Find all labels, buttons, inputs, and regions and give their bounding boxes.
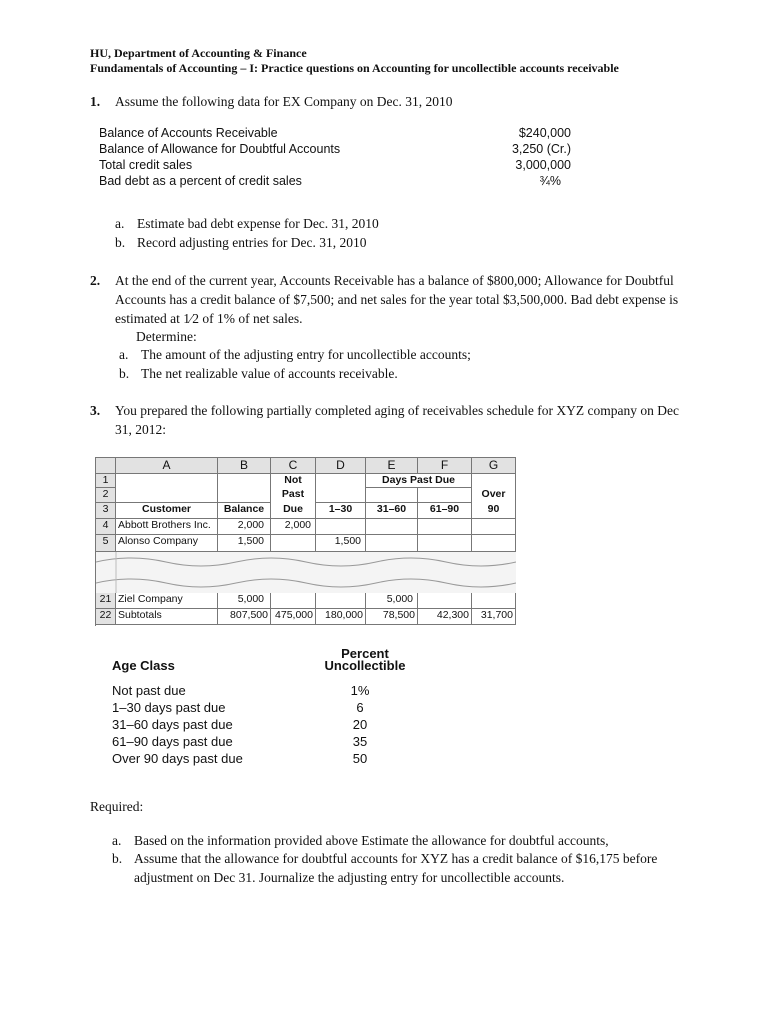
uncollectible-header: Uncollectible — [324, 658, 406, 673]
percent-value: 1% — [350, 683, 370, 698]
header-customer: Customer — [116, 503, 218, 519]
age-class-label: Not past due — [112, 683, 186, 698]
empty-cell — [366, 535, 418, 552]
question-1-item-a — [115, 215, 379, 233]
determine-label: Determine: — [136, 329, 197, 344]
percent-header: Percent — [341, 646, 389, 661]
empty-cell — [472, 519, 516, 535]
data-value: $240,000 — [518, 126, 571, 140]
question-2-line-3: estimated at 1⁄2 of 1% of net sales. — [115, 311, 303, 326]
empty-cell — [418, 535, 472, 552]
data-value: 3,250 (Cr.) — [511, 142, 571, 156]
data-label: Total credit sales — [99, 158, 193, 172]
empty-cell — [472, 474, 516, 488]
item-text: Assume that the allowance for doubtful accounts for XYZ has a credit balance of $16,175 before — [134, 851, 658, 866]
item-text: Based on the information provided above Estimate the allowance for doubtful accounts, — [134, 833, 609, 848]
customer-name: Abbott Brothers Inc. — [116, 519, 218, 535]
question-3-number: 3. — [90, 403, 101, 418]
column-header-f: F — [418, 458, 472, 474]
header-not: Not — [271, 474, 316, 488]
age-class-label: Over 90 days past due — [112, 751, 243, 766]
question-2-line-1: At the end of the current year, Accounts Receivable has a balance of $800,000; Allowance for Doubtful — [115, 273, 674, 288]
required-label: Required: — [90, 799, 144, 814]
header-balance: Balance — [218, 503, 271, 519]
question-1-number: 1. — [90, 94, 101, 109]
data-value: 3,000,000 — [515, 158, 571, 172]
row-header: 22 — [96, 609, 116, 625]
question-2-item-a — [119, 346, 471, 364]
header-due: Due — [271, 503, 316, 519]
percent-value: 6 — [356, 700, 364, 715]
question-3-line-1: You prepared the following partially completed aging of receivables schedule for XYZ company on Dec — [115, 403, 679, 418]
subtotal-balance: 807,500 — [218, 609, 271, 625]
subtotal-31-60: 78,500 — [366, 609, 418, 625]
row-header: 5 — [96, 535, 116, 552]
age-class-header: Age Class — [112, 658, 175, 673]
data-label: Balance of Accounts Receivable — [99, 126, 278, 140]
row-header: 21 — [96, 593, 116, 609]
header-1-30: 1–30 — [316, 503, 366, 519]
column-header-e: E — [366, 458, 418, 474]
empty-cell — [116, 474, 218, 503]
subtotal-61-90: 42,300 — [418, 609, 472, 625]
empty-cell — [472, 593, 516, 609]
question-3-line-2: 31, 2012: — [115, 422, 167, 437]
balance-value: 1,500 — [218, 535, 271, 552]
item-text: Record adjusting entries for Dec. 31, 2010 — [137, 235, 367, 250]
subtotal-over-90: 31,700 — [472, 609, 516, 625]
column-header-g: G — [472, 458, 516, 474]
item-letter: b. — [115, 235, 126, 250]
question-1-item-b — [115, 234, 366, 252]
table-break — [96, 552, 516, 593]
age-class-label: 1–30 days past due — [112, 700, 226, 715]
percent-value: 35 — [352, 734, 368, 749]
subtotals-label: Subtotals — [116, 609, 218, 625]
percent-value: 50 — [352, 751, 368, 766]
customer-name: Ziel Company — [116, 593, 218, 609]
item-letter: a. — [112, 833, 122, 848]
column-header-b: B — [218, 458, 271, 474]
question-3-item-b-continued: adjustment on Dec 31. Journalize the adjusting entry for uncollectible accounts. — [134, 870, 565, 885]
row-header: 2 — [96, 488, 116, 503]
data-row — [99, 157, 571, 173]
item-text: Estimate bad debt expense for Dec. 31, 2010 — [137, 216, 379, 231]
empty-cell — [316, 593, 366, 609]
empty-cell — [418, 488, 472, 503]
empty-cell — [418, 593, 472, 609]
column-header-d: D — [316, 458, 366, 474]
aging-schedule-sheet — [95, 457, 516, 626]
header-over: Over — [472, 488, 516, 503]
question-3-item-b — [112, 850, 657, 868]
empty-cell — [218, 474, 271, 503]
data-label: Bad debt as a percent of credit sales — [99, 174, 302, 188]
days-1-30-value: 1,500 — [316, 535, 366, 552]
row-header: 1 — [96, 474, 116, 488]
item-text: The amount of the adjusting entry for uncollectible accounts; — [141, 347, 471, 362]
question-2-item-b — [119, 365, 398, 383]
customer-name: Alonso Company — [116, 535, 218, 552]
item-letter: a. — [115, 216, 125, 231]
empty-cell — [316, 474, 366, 503]
question-3-item-a — [112, 832, 609, 850]
question-1-data-table — [99, 125, 571, 189]
percent-value: 20 — [352, 717, 368, 732]
balance-value: 5,000 — [218, 593, 271, 609]
age-class-label: 61–90 days past due — [112, 734, 233, 749]
subtotal-1-30: 180,000 — [316, 609, 366, 625]
row-header: 4 — [96, 519, 116, 535]
data-label: Balance of Allowance for Doubtful Accounts — [99, 142, 341, 156]
data-row — [99, 141, 571, 157]
age-class-label: 31–60 days past due — [112, 717, 233, 732]
header-90: 90 — [472, 503, 516, 519]
balance-value: 2,000 — [218, 519, 271, 535]
empty-cell — [366, 519, 418, 535]
column-header-a: A — [116, 458, 218, 474]
header-61-90: 61–90 — [418, 503, 472, 519]
empty-cell — [271, 593, 316, 609]
header-past: Past — [271, 488, 316, 503]
question-2-line-2: Accounts has a credit balance of $7,500; and net sales for the year total $3,500,000. Bad debt expense is — [115, 292, 679, 307]
empty-cell — [418, 519, 472, 535]
column-header-c: C — [271, 458, 316, 474]
data-row — [99, 125, 571, 141]
item-letter: b. — [119, 366, 130, 381]
data-row — [99, 173, 571, 189]
question-2-number: 2. — [90, 273, 101, 288]
not-due-value: 2,000 — [271, 519, 316, 535]
item-letter: a. — [119, 347, 129, 362]
empty-cell — [472, 535, 516, 552]
item-text: The net realizable value of accounts receivable. — [141, 366, 398, 381]
header-days-past-due: Days Past Due — [366, 474, 472, 488]
empty-cell — [366, 488, 418, 503]
data-value: ¾% — [539, 174, 561, 188]
question-1-text: Assume the following data for EX Company on Dec. 31, 2010 — [115, 94, 453, 109]
header-31-60: 31–60 — [366, 503, 418, 519]
item-letter: b. — [112, 851, 123, 866]
empty-cell — [271, 535, 316, 552]
days-31-60-value: 5,000 — [366, 593, 418, 609]
corner-cell — [96, 458, 116, 474]
empty-cell — [316, 519, 366, 535]
subtotal-not-due: 475,000 — [271, 609, 316, 625]
row-header: 3 — [96, 503, 116, 519]
department-header: HU, Department of Accounting & Finance — [90, 46, 307, 60]
tear-lines — [96, 552, 516, 593]
course-title: Fundamentals of Accounting – I: Practice questions on Accounting for uncollectible accounts receivable — [90, 61, 619, 75]
